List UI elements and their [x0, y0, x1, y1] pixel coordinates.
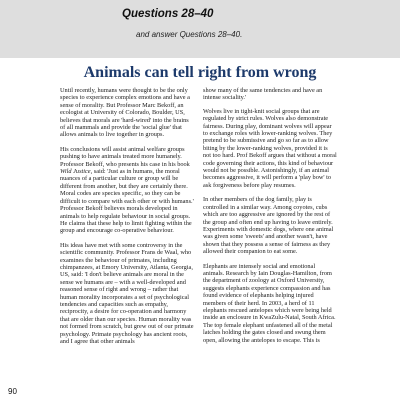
questions-instruction: and answer Questions 28–40.: [136, 30, 243, 39]
article-left-column: [60, 87, 194, 345]
paragraph: Until recently, humans were thought to be the only species to experience complex emotions and have a sense of morality. But Professor Marc Bekoff, an ecologist at University of Colorado, Boulder, US, believes that morals are 'hard-wired' into the brains of all mammals and provide the 'social glue' that allows animals to live together in groups.: [60, 87, 190, 139]
paragraph: [60, 146, 194, 235]
questions-title: Questions 28–40: [122, 8, 214, 20]
paragraph: In other members of the dog family, play is controlled in a similar way. Among coyotes, cubs which are too aggressive are ignored by the rest of the group and often end up having to leave entirely. Experiments with domestic dogs, where one animal was given some 'sweets' and another wasn't, have shown that they possess a sense of fairness as they allowed their companion to eat some.: [203, 196, 334, 256]
page-number: 90: [8, 387, 17, 396]
text-span: , said: 'Just as in humans, the moral nuances of a particular culture or group will be different from another, but they are certainly there. Moral codes are species specific, so they can be difficult to compare with each other or with humans.' Professor Bekoff believes morals developed in animals to help regulate behaviour in social groups. He claims that these help to limit fighting within the group and encourage co-operative behaviour.: [60, 168, 194, 235]
article-title: Animals can tell right from wrong: [83, 64, 317, 81]
paragraph: Wolves live in tight-knit social groups that are regulated by strict rules. Wolves also demonstrate fairness. During play, dominant wolves will appear to exchange roles with lower-ranking wolves. They pretend to be submissive and go so far as to allow biting by the lower-ranking wolves, provided it is not too hard. Prof Bekoff argues that without a moral code governing their actions, this kind of behaviour would not be possible. Astonishingly, if an animal becomes aggressive, it will perform a 'play bow' to ask forgiveness before play resumes.: [203, 107, 337, 189]
text-span: His conclusions will assist animal welfare groups pushing to have animals treated more humanely. Professor Bekoff, who presents his case in his book: [60, 145, 190, 168]
article-right-column: [203, 87, 337, 344]
book-title: Wild Justice: [60, 168, 91, 176]
paragraph: show many of the same tendencies and have an intense sociality.': [203, 87, 323, 102]
questions-header: [0, 0, 400, 58]
paragraph: His ideas have met with some controversy in the scientific community. Professor Frans de Waal, who examines the behaviour of primates, including chimpanzees, at Emory University, Atlanta, Georgia, US, said: 'I don't believe animals are moral in the sense we humans are – with a well-developed and reasoned sense of right and wrong – rather that human morality incorporates a set of psychological tendencies and capacities such as empathy, reciprocity, a desire for co-operation and harmony that are older than our species. Human morality was not formed from scratch, but grew out of our primate psychology. Primate psychology has ancient roots, and I agree that other animals: [60, 241, 194, 345]
paragraph: Elephants are intensely social and emotional animals. Research by Iain Douglas-Hamilton, from the department of zoology at Oxford University, suggests elephants experience compassion and has found evidence of elephants helping injured members of their herd. In 2003, a herd of 11 elephants rescued antelopes which were being held inside an enclosure in KwaZulu-Natal, South Africa. The top female elephant unfastened all of the metal latches holding the gates closed and swung them open, allowing the antelopes to escape. This is: [203, 262, 336, 344]
